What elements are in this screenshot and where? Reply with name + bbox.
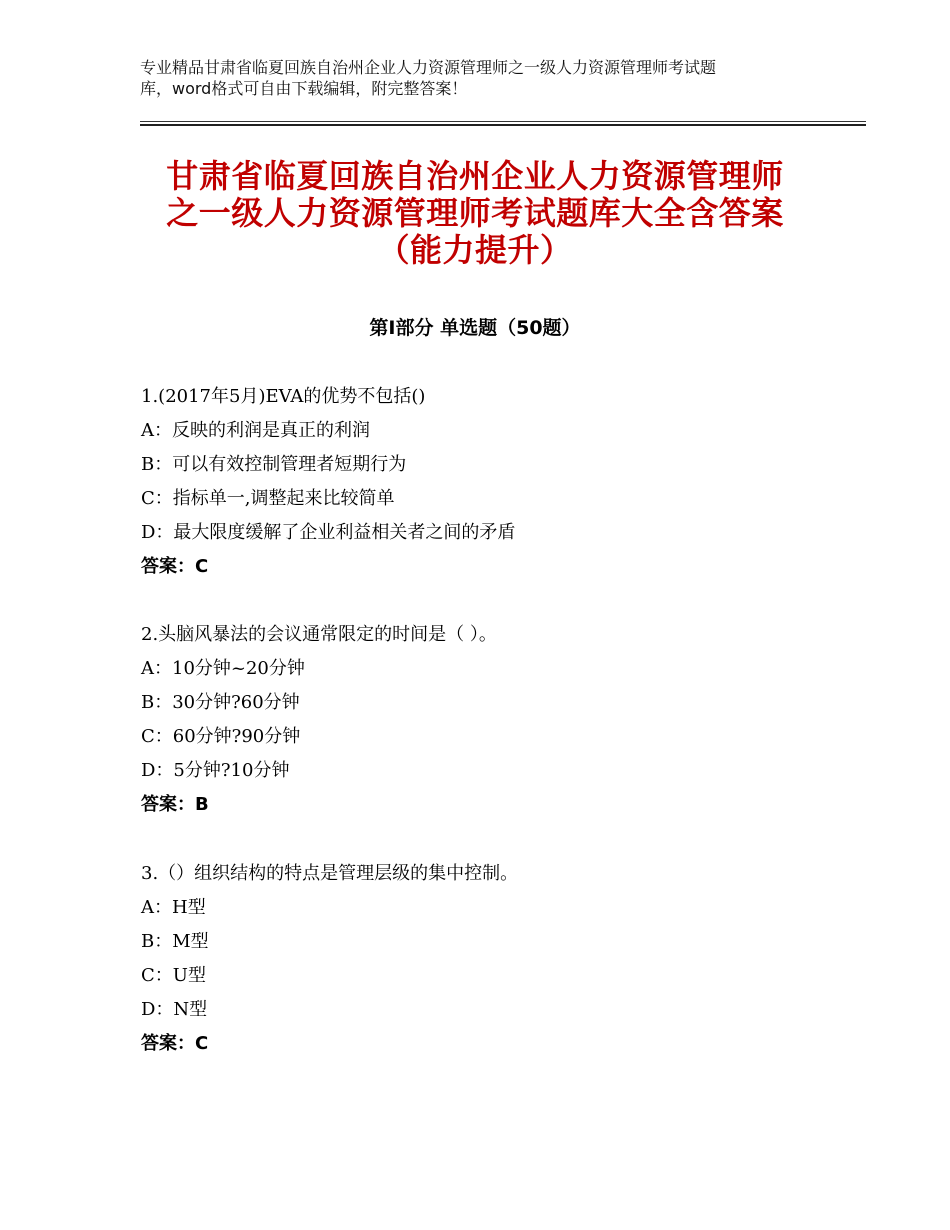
header-rule-top bbox=[140, 121, 866, 122]
question-answer: 答案：B bbox=[141, 794, 209, 815]
question-option: B：30分钟?60分钟 bbox=[141, 692, 300, 713]
question-option: D：5分钟?10分钟 bbox=[141, 760, 290, 781]
question-answer: 答案：C bbox=[141, 556, 209, 577]
question-option: B：M型 bbox=[141, 931, 209, 952]
question-answer: 答案：C bbox=[141, 1033, 209, 1054]
question-option: A：H型 bbox=[141, 897, 206, 918]
section-heading: 第Ⅰ部分 单选题（50题） bbox=[369, 317, 581, 339]
title-line1: 甘肃省临夏回族自治州企业人力资源管理师 bbox=[166, 157, 784, 195]
question-option: D：N型 bbox=[141, 999, 208, 1020]
header-note-line1: 专业精品甘肃省临夏回族自治州企业人力资源管理师之一级人力资源管理师考试题 bbox=[140, 58, 717, 77]
question-stem: 3.（）组织结构的特点是管理层级的集中控制。 bbox=[141, 863, 519, 884]
question-option: C：指标单一,调整起来比较简单 bbox=[141, 488, 395, 509]
title-line3: （能力提升） bbox=[377, 231, 573, 269]
header-rule-bottom bbox=[140, 124, 866, 126]
question-stem: 2.头脑风暴法的会议通常限定的时间是（ ）。 bbox=[141, 624, 497, 645]
question-option: A：10分钟~20分钟 bbox=[141, 658, 305, 679]
question-option: B：可以有效控制管理者短期行为 bbox=[141, 454, 407, 475]
question-option: D：最大限度缓解了企业利益相关者之间的矛盾 bbox=[141, 522, 516, 543]
question-stem: 1.(2017年5月)EVA的优势不包括() bbox=[141, 386, 426, 407]
question-option: A：反映的利润是真正的利润 bbox=[141, 420, 370, 441]
question-option: C：U型 bbox=[141, 965, 206, 986]
document-title bbox=[130, 158, 820, 269]
title-line2: 之一级人力资源管理师考试题库大全含答案 bbox=[166, 194, 784, 232]
header-note bbox=[140, 57, 830, 99]
header-note-line2: 库，word格式可自由下载编辑，附完整答案！ bbox=[140, 79, 468, 98]
question-option: C：60分钟?90分钟 bbox=[141, 726, 301, 747]
